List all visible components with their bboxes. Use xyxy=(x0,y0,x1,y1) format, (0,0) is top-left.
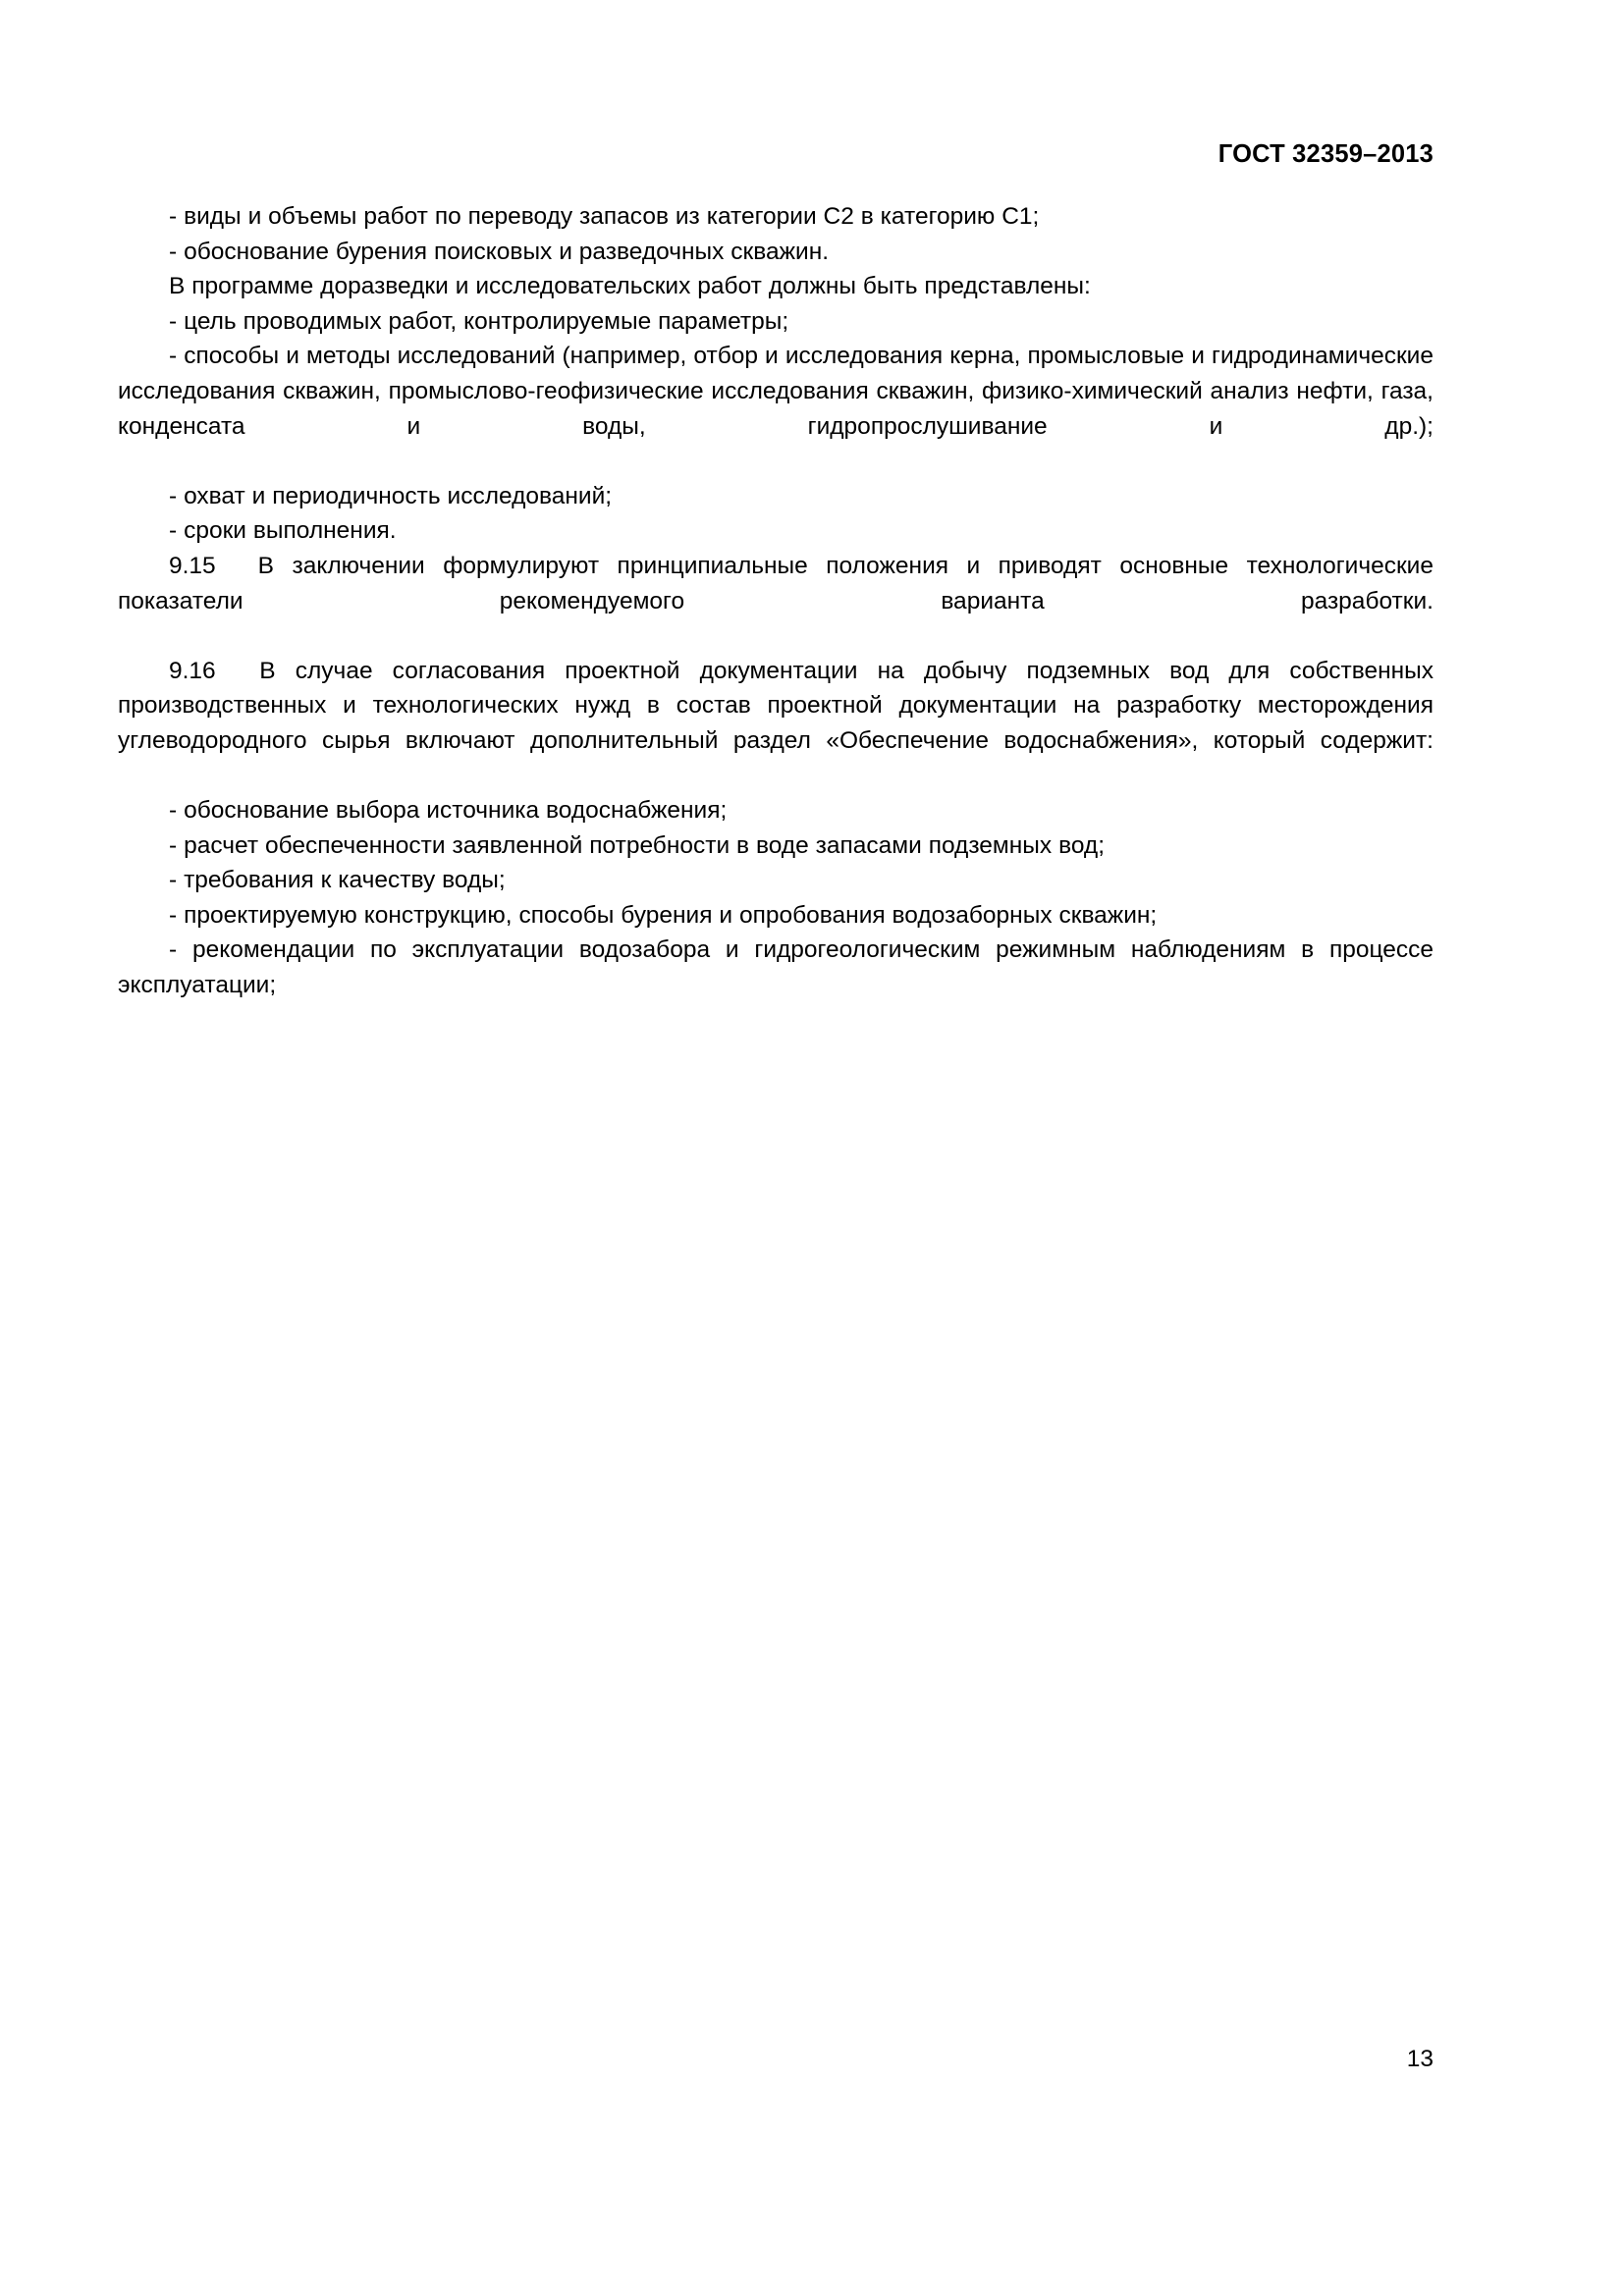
list-item: - способы и методы исследований (например, отбор и исследования керна, промысловые и гидродинамические исследования скважин, промыслово-геофизические исследования скважин, физико-химический анализ нефти, газа, конденсата и воды, гидропрослушивание и др.); xyxy=(118,343,1434,440)
numbered-clause-9-15: 9.15 В заключении формулируют принципиальные положения и приводят основные технологические показатели рекомендуемого варианта разработки. xyxy=(118,552,1434,614)
list-item: - обоснование выбора источника водоснабжения; xyxy=(169,797,728,825)
page-body-text xyxy=(118,199,1434,1038)
list-item: - расчет обеспеченности заявленной потребности в воде запасами подземных вод; xyxy=(169,831,1106,859)
page-header-standard-number: ГОСТ 32359–2013 xyxy=(1217,140,1434,168)
paragraph: В программе доразведки и исследовательских работ должны быть представлены: xyxy=(169,273,1091,300)
page-number: 13 xyxy=(1406,2046,1434,2072)
list-item: - проектируемую конструкцию, способы бурения и опробования водозаборных скважин; xyxy=(169,901,1158,929)
list-item: - сроки выполнения. xyxy=(169,517,397,545)
list-item: - охват и периодичность исследований; xyxy=(169,482,613,509)
list-item: - цель проводимых работ, контролируемые параметры; xyxy=(169,307,789,335)
list-item: - требования к качеству воды; xyxy=(169,867,506,894)
list-item: - рекомендации по эксплуатации водозабора и гидрогеологическим режимным наблюдениям в процессе эксплуатации; xyxy=(118,936,1434,999)
numbered-clause-9-16: 9.16 В случае согласования проектной документации на добычу подземных вод для собственных производственных и технологических нужд в состав проектной документации на разработку месторождения углеводородного сырья включают дополнительный раздел «Обеспечение водоснабжения», который содержит: xyxy=(118,657,1434,754)
list-item: - виды и объемы работ по переводу запасов из категории С2 в категорию С1; xyxy=(169,203,1040,230)
list-item: - обоснование бурения поисковых и разведочных скважин. xyxy=(169,238,830,265)
